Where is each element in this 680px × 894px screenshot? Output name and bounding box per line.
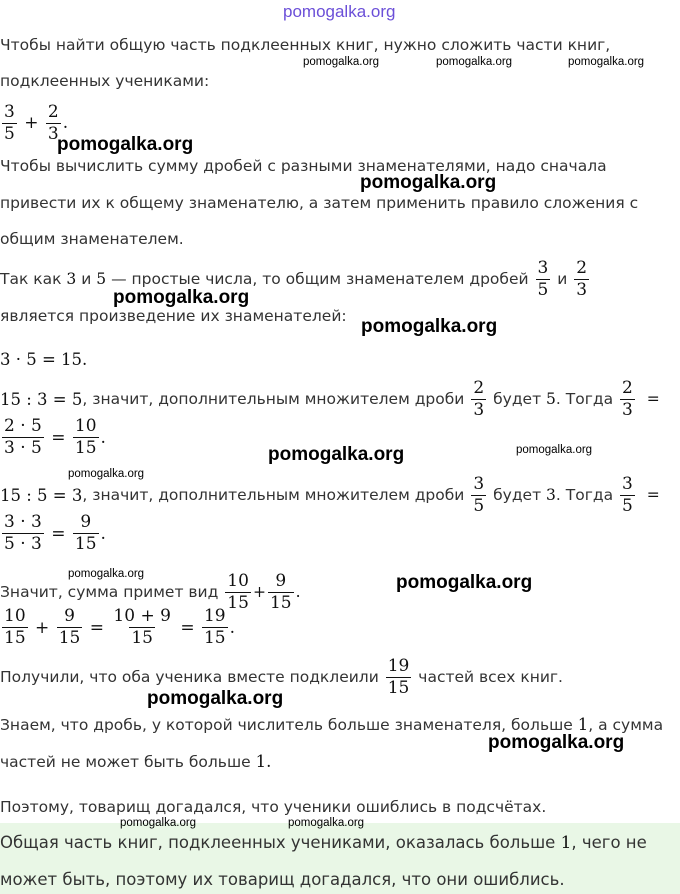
watermark: pomogalka.org <box>68 568 145 580</box>
fraction: $\frac{10 + 9}{15}$ <box>113 606 171 648</box>
fraction: $\frac{2}{3}$ <box>47 102 59 144</box>
math-sum-expression: $\frac{3}{5}$ + $\frac{2}{3}$ . <box>4 102 69 144</box>
watermark: pomogalka.org <box>303 56 380 68</box>
math-expression-1: $\frac{2 \cdot 5}{3 \cdot 5}$ = $\frac{10}{15}$ . <box>4 416 106 458</box>
text-line-4: Так как 3 и 5 — простые числа, то общим знаменателем дробей $\frac{3}{5}$ и $\frac{2}{3}$ <box>0 257 588 300</box>
watermark: pomogalka.org <box>147 688 284 709</box>
watermark: pomogalka.org <box>396 572 533 593</box>
fraction: $\frac{3}{5}$ <box>4 102 15 144</box>
text-line-12: Получили, что оба ученика вместе подклеили $\frac{19}{15}$ частей всех книг. <box>0 655 563 698</box>
watermark: pomogalka.org <box>288 817 365 829</box>
watermark: pomogalka.org <box>120 817 197 829</box>
fraction: $\frac{2 \cdot 5}{3 \cdot 5}$ <box>4 416 42 458</box>
watermark: pomogalka.org <box>361 316 498 337</box>
math-expression-2: $\frac{3 \cdot 3}{5 \cdot 3}$ = $\frac{9}{15}$ . <box>4 512 106 554</box>
fraction: $\frac{3}{5}$ <box>473 473 485 516</box>
watermark-top: pomogalka.org <box>283 2 396 21</box>
text-line-9: 15 : 5 = 3 , значит, дополнительным множителем дроби $\frac{3}{5}$ будет 3 . Тогда $\frac{3}{5}$ = <box>0 473 660 516</box>
fraction: $\frac{10}{15}$ <box>4 606 26 648</box>
watermark: pomogalka.org <box>68 468 145 480</box>
text-line-13b: частей не может быть больше 1. <box>0 752 272 771</box>
watermark: pomogalka.org <box>113 287 250 308</box>
text-line-3c: общим знаменателем. <box>0 230 184 248</box>
answer-line-2: может быть, поэтому их товарищ догадался, что они ошиблись. <box>0 870 565 889</box>
text-line-7: 15 : 3 = 5 , значит, дополнительным множителем дроби $\frac{2}{3}$ будет 5 . Тогда $\frac{2}{3}$ = <box>0 377 660 420</box>
fraction: $\frac{2}{3}$ <box>622 377 633 420</box>
watermark: pomogalka.org <box>57 134 194 155</box>
fraction: $\frac{19}{15}$ <box>203 606 226 648</box>
text-line-1: Чтобы найти общую часть подклеенных книг, нужно сложить части книг, <box>0 36 611 54</box>
watermark: pomogalka.org <box>360 172 497 193</box>
fraction: $\frac{3 \cdot 3}{5 \cdot 3}$ <box>4 512 42 554</box>
text-line-3b: привести их к общему знаменателю, а затем применить правило сложения с <box>0 194 639 212</box>
fraction: $\frac{3}{5}$ <box>537 257 549 300</box>
math-expression-3: $\frac{10}{15}$ + $\frac{9}{15}$ = $\frac{10 + 9}{15}$ = $\frac{19}{15}$ . <box>4 606 236 648</box>
watermark: pomogalka.org <box>568 56 645 68</box>
fraction: $\frac{10}{15}$ <box>74 416 97 458</box>
fraction: $\frac{19}{15}$ <box>387 655 410 698</box>
math-product: 3 · 5 = 15. <box>0 350 88 369</box>
answer-line-1: Общая часть книг, подклеенных учениками, оказалась больше 1, чего не <box>0 833 647 853</box>
fraction: $\frac{2}{3}$ <box>473 377 485 420</box>
watermark: pomogalka.org <box>436 56 513 68</box>
fraction: $\frac{2}{3}$ <box>576 257 588 300</box>
fraction: $\frac{3}{5}$ <box>622 473 633 516</box>
fraction: $\frac{9}{15}$ <box>58 606 81 648</box>
fraction: $\frac{9}{15}$ <box>269 570 292 613</box>
text-line-14: Поэтому, товарищ догадался, что ученики ошиблись в подсчётах. <box>0 798 547 816</box>
text-line-3a: Чтобы вычислить сумму дробей с разными знаменателями, надо сначала <box>0 157 607 175</box>
text-line-10: Значит, сумма примет вид $\frac{10}{15}$ + $\frac{9}{15}$ . <box>0 570 301 613</box>
text-line-5: является произведение их знаменателей: <box>0 307 347 325</box>
text-line-2: подклеенных учениками: <box>0 72 210 90</box>
fraction: $\frac{10}{15}$ <box>227 570 249 613</box>
watermark: pomogalka.org <box>488 732 625 753</box>
watermark: pomogalka.org <box>268 444 405 465</box>
watermark: pomogalka.org <box>516 444 593 456</box>
text-line-13a: Знаем, что дробь, у которой числитель больше знаменателя, больше 1, а сумма <box>0 715 664 734</box>
fraction: $\frac{9}{15}$ <box>74 512 97 554</box>
